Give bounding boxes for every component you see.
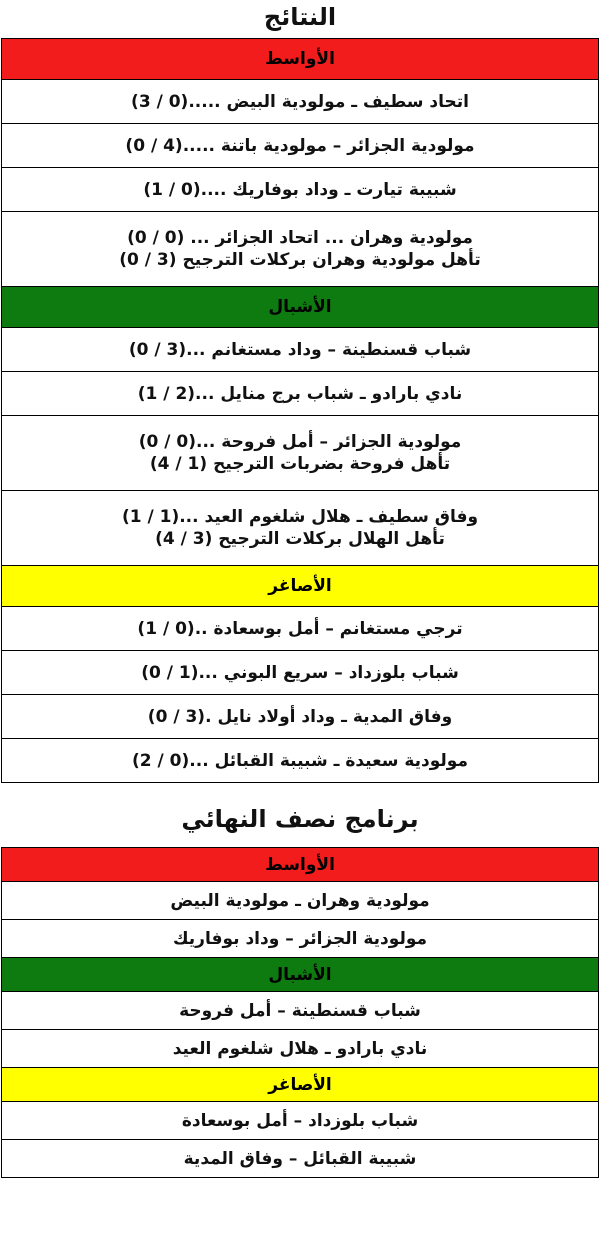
result-row: اتحاد سطيف ـ مولودية البيض .....(0 / 3) (2, 80, 599, 124)
result-row: شبيبة تيارت ـ وداد بوفاريك ....(0 / 1) (2, 168, 599, 212)
fixture-row: شباب بلوزداد – أمل بوسعادة (2, 1102, 599, 1140)
section-header-ashbal: الأشبال (2, 287, 599, 328)
result-row: شباب بلوزداد – سريع البوني ...(1 / 0) (2, 651, 599, 695)
qualification-note: تأهل فروحة بضربات الترجيح (1 / 4) (149, 454, 451, 474)
result-line: مولودية وهران ... اتحاد الجزائر ... (0 / 0) (127, 228, 473, 248)
program-table (1, 847, 599, 1178)
section-header-asaghir: الأصاغر (2, 566, 599, 607)
section-header-awasat: الأواسط (2, 39, 599, 80)
results-title: النتائج (263, 3, 337, 31)
section-header-asaghir: الأصاغر (2, 1068, 599, 1102)
program-title: برنامج نصف النهائي (181, 805, 419, 833)
section-header-ashbal: الأشبال (2, 958, 599, 992)
result-row: شباب قسنطينة – وداد مستغانم ...(3 / 0) (2, 328, 599, 372)
results-table (1, 38, 599, 783)
result-row (2, 416, 599, 491)
result-row: ترجي مستغانم – أمل بوسعادة ..(0 / 1) (2, 607, 599, 651)
result-row: نادي بارادو ـ شباب برج منايل ...(2 / 1) (2, 372, 599, 416)
result-row: وفاق المدية ـ وداد أولاد نايل .(3 / 0) (2, 695, 599, 739)
fixture-row: مولودية الجزائر – وداد بوفاريك (2, 920, 599, 958)
result-row (2, 212, 599, 287)
result-row: مولودية الجزائر – مولودية باتنة .....(4 / 0) (2, 124, 599, 168)
result-line: مولودية الجزائر – أمل فروحة ...(0 / 0) (138, 432, 462, 452)
qualification-note: تأهل مولودية وهران بركلات الترجيح (3 / 0) (119, 250, 481, 270)
result-line: وفاق سطيف ـ هلال شلغوم العيد ...(1 / 1) (121, 507, 479, 527)
fixture-row: شبيبة القبائل – وفاق المدية (2, 1140, 599, 1178)
section-header-awasat: الأواسط (2, 848, 599, 882)
qualification-note: تأهل الهلال بركلات الترجيح (3 / 4) (155, 529, 445, 549)
fixture-row: شباب قسنطينة – أمل فروحة (2, 992, 599, 1030)
fixture-row: نادي بارادو ـ هلال شلغوم العيد (2, 1030, 599, 1068)
result-row (2, 491, 599, 566)
fixture-row: مولودية وهران ـ مولودية البيض (2, 882, 599, 920)
result-row: مولودية سعيدة ـ شبيبة القبائل ...(0 / 2) (2, 739, 599, 783)
